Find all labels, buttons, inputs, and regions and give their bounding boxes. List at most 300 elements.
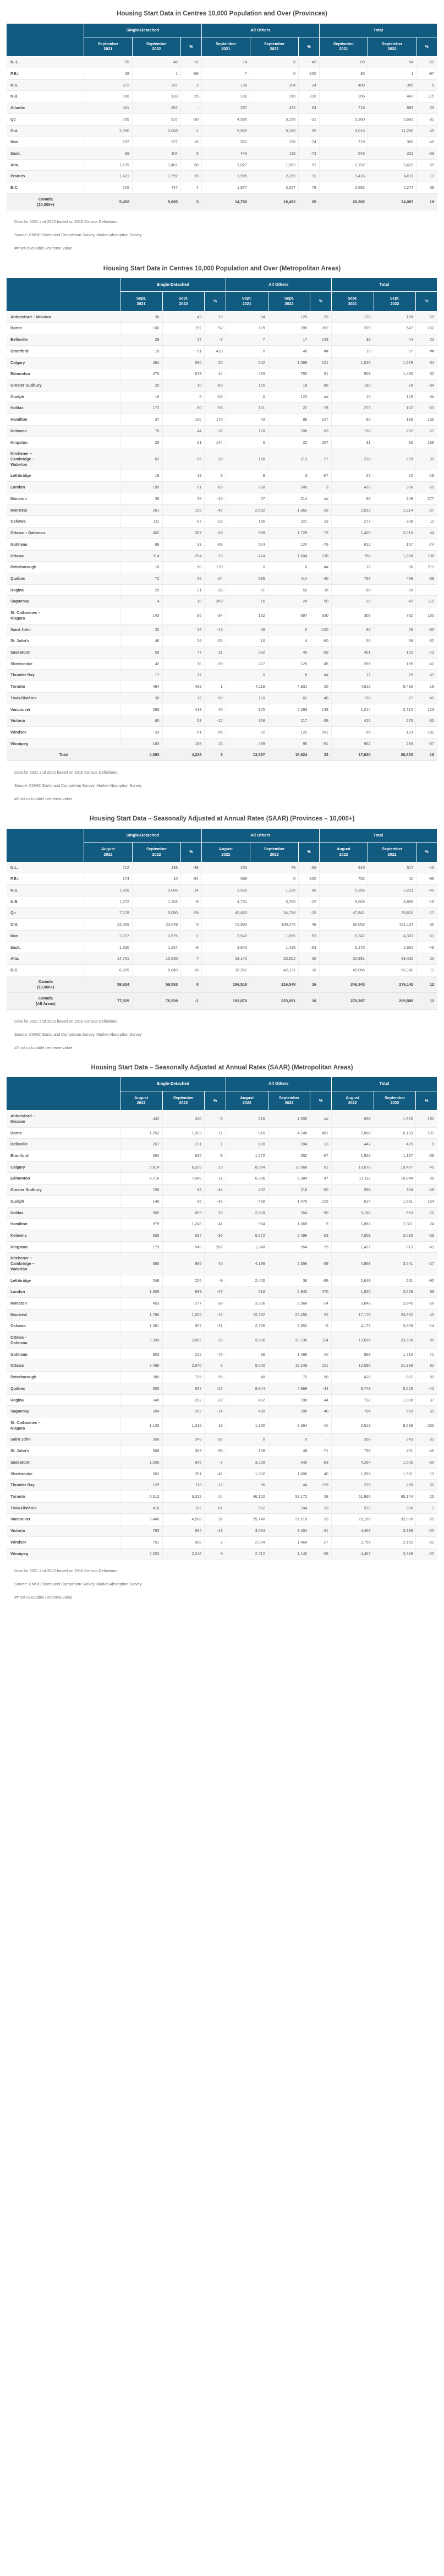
- cell-others-pct: ##: [310, 493, 331, 505]
- cell-total-period-b: 813: [374, 1242, 416, 1253]
- table-row: [7, 1383, 437, 1395]
- cell-single-period-a: 289: [120, 704, 163, 716]
- cell-single-period-a: 16: [120, 392, 163, 403]
- cell-others-period-b: 59: [268, 585, 311, 596]
- cell-single-period-b: 100: [163, 414, 205, 426]
- row-label: Toronto: [7, 1491, 120, 1503]
- cell-single-period-a: 59,824: [84, 976, 133, 993]
- table-row: [7, 1111, 437, 1127]
- cell-others-period-b: 223,051: [250, 993, 299, 1009]
- cell-total-period-b: 21,888: [374, 1360, 416, 1372]
- cell-total-period-a: 9,749: [332, 1383, 374, 1395]
- table-row: [7, 1537, 437, 1548]
- table-row: [7, 57, 437, 68]
- cell-single-pct: -38: [205, 1445, 226, 1457]
- cell-others-period-b: 8: [250, 57, 299, 68]
- cell-total-period-b: 517: [368, 862, 416, 874]
- row-label: Saguenay: [7, 596, 120, 607]
- cell-single-period-a: 1,309: [120, 1286, 163, 1298]
- cell-single-period-b: 50: [163, 562, 205, 573]
- cell-single-period-b: 76,539: [133, 993, 181, 1009]
- cell-total-period-b: 261: [374, 1275, 416, 1287]
- cell-single-period-b: 5,605: [133, 194, 181, 210]
- cell-others-pct: 330: [310, 607, 331, 624]
- row-label: Moncton: [7, 493, 120, 505]
- cell-total-period-b: 23,598: [374, 1332, 416, 1349]
- cell-others-pct: -40: [310, 1406, 331, 1417]
- cell-total-period-b: 129: [374, 392, 416, 403]
- cell-others-pct: 107: [310, 414, 331, 426]
- cell-single-period-b: 292: [163, 1395, 205, 1406]
- table-block-provinces-saar: [0, 805, 444, 1054]
- cell-single-pct: -63: [205, 539, 226, 551]
- cell-single-pct: -19: [205, 551, 226, 562]
- cell-others-pct: 25: [299, 194, 320, 210]
- cell-single-pct: -29: [205, 659, 226, 670]
- header-group-all-others: All Others: [226, 278, 332, 292]
- cell-others-period-b: 0: [268, 624, 311, 636]
- cell-total-period-a: 614: [332, 1196, 374, 1208]
- row-label: Belleville: [7, 334, 120, 346]
- header-single-pct: %: [181, 843, 202, 862]
- row-label: Kelowna: [7, 426, 120, 437]
- cell-others-period-a: 120: [226, 693, 268, 704]
- cell-single-pct: 44: [205, 368, 226, 380]
- cell-others-period-b: 8,364: [268, 1417, 311, 1434]
- cell-total-period-b: 401: [374, 1445, 416, 1457]
- cell-total-period-a: 65: [332, 727, 374, 738]
- cell-others-period-b: 221: [268, 516, 311, 528]
- cell-total-period-b: 38: [374, 635, 416, 647]
- cell-total-period-a: 23,189: [332, 1514, 374, 1525]
- table-row: [7, 1514, 437, 1525]
- table-metro-saar: [7, 1077, 437, 1559]
- table-total-row: [7, 749, 437, 761]
- table-row: [7, 1372, 437, 1383]
- cell-others-period-a: 2,712: [226, 1548, 268, 1560]
- table-header-group-row: [7, 24, 437, 37]
- table-header-group-row: [7, 829, 437, 843]
- cell-single-pct: 15: [205, 738, 226, 750]
- cell-total-period-b: 2,712: [374, 704, 416, 716]
- table-row: [7, 907, 437, 919]
- cell-single-pct: 31: [205, 647, 226, 659]
- cell-others-pct: 148: [310, 704, 331, 716]
- table-row: [7, 1275, 437, 1287]
- cell-single-period-a: 680: [120, 1253, 163, 1275]
- cell-total-period-a: 17: [332, 670, 374, 681]
- cell-single-period-a: 1,272: [84, 896, 133, 908]
- cell-others-pct: 9: [310, 1219, 331, 1230]
- cell-single-pct: 144: [205, 437, 226, 449]
- row-label: Winnipeg: [7, 1548, 120, 1560]
- cell-others-period-b: 34,736: [250, 907, 299, 919]
- cell-others-period-b: 23,602: [250, 953, 299, 965]
- cell-others-pct: 62: [310, 1162, 331, 1173]
- header-others-period-a: August 2022: [226, 1091, 268, 1111]
- cell-total-period-b: 4,011: [368, 171, 416, 182]
- cell-others-pct: 55: [299, 126, 320, 137]
- cell-total-period-b: 2,652: [368, 942, 416, 954]
- header-total-period-a: September 2021: [320, 37, 368, 57]
- cell-others-period-b: 1,962: [268, 505, 311, 517]
- row-label: Trois-Rivières: [7, 1503, 120, 1514]
- cell-total-pct: 18: [416, 681, 437, 693]
- cell-single-pct: -14: [205, 1406, 226, 1417]
- row-label: Qc: [7, 907, 84, 919]
- cell-others-period-a: 168: [226, 448, 268, 470]
- cell-total-pct: -7: [416, 1503, 437, 1514]
- row-label: N.-L.: [7, 57, 84, 68]
- table-row: [7, 357, 437, 369]
- cell-single-pct: 9: [205, 1548, 226, 1560]
- cell-total-period-b: 807: [374, 1372, 416, 1383]
- table-row: [7, 585, 437, 596]
- cell-others-pct: -44: [310, 1383, 331, 1395]
- cell-single-period-b: 4,229: [163, 749, 205, 761]
- cell-single-period-a: 10: [120, 346, 163, 357]
- cell-total-period-a: 20: [332, 596, 374, 607]
- cell-others-period-b: 1,136: [250, 885, 299, 896]
- cell-others-period-b: 264: [268, 1242, 311, 1253]
- cell-others-pct: ##: [310, 346, 331, 357]
- cell-single-period-b: 1,153: [133, 896, 181, 908]
- cell-total-period-a: 80: [332, 624, 374, 636]
- cell-single-period-a: 783: [120, 1525, 163, 1537]
- row-label: N.B.: [7, 91, 84, 102]
- row-label: Ottawa – Gatineau: [7, 528, 120, 539]
- cell-others-pct: -90: [310, 1208, 331, 1219]
- cell-single-pct: -26: [205, 635, 226, 647]
- cell-others-period-b: 1,604: [268, 551, 311, 562]
- table-row: [7, 470, 437, 482]
- table-row: [7, 528, 437, 539]
- cell-single-period-b: 61: [163, 482, 205, 493]
- row-label: Gatineau: [7, 539, 120, 551]
- cell-total-period-b: 1,000: [374, 1395, 416, 1406]
- cell-total-period-b: 1,858: [374, 551, 416, 562]
- cell-single-period-a: 59: [120, 647, 163, 659]
- cell-total-period-a: 612: [332, 539, 374, 551]
- cell-others-period-a: 2,796: [226, 1320, 268, 1332]
- cell-total-period-b: 16,844: [374, 1173, 416, 1184]
- cell-others-period-b: 1,000: [268, 1469, 311, 1480]
- cell-single-period-a: 46: [120, 635, 163, 647]
- cell-single-pct: 4: [181, 182, 202, 194]
- cell-others-period-a: 32: [226, 727, 268, 738]
- cell-total-period-b: 469: [374, 573, 416, 585]
- table-row: [7, 403, 437, 414]
- cell-single-pct: -29: [181, 907, 202, 919]
- cell-total-pct: 286: [416, 1417, 437, 1434]
- cell-total-pct: 50: [416, 1480, 437, 1491]
- cell-total-pct: -22: [416, 1537, 437, 1548]
- cell-others-pct: 40: [310, 1469, 331, 1480]
- cell-total-pct: -43: [416, 1242, 437, 1253]
- table-header-group-row: [7, 278, 437, 292]
- cell-others-pct: 44: [310, 1395, 331, 1406]
- cell-others-pct: -58: [310, 1548, 331, 1560]
- header-total-period-a: Sept. 2021: [332, 292, 374, 311]
- cell-total-pct: -65: [416, 1457, 437, 1469]
- table-row: [7, 715, 437, 727]
- cell-total-period-a: 2,913: [332, 505, 374, 517]
- cell-others-period-b: 1,476: [268, 1196, 311, 1208]
- cell-single-period-b: 86: [163, 448, 205, 470]
- table-row: [7, 1491, 437, 1503]
- cell-single-period-a: 1,786: [120, 1309, 163, 1321]
- cell-total-period-b: 2,015: [374, 528, 416, 539]
- cell-others-period-b: 214: [268, 493, 311, 505]
- cell-single-period-a: 442: [120, 1111, 163, 1127]
- cell-total-pct: -31: [416, 931, 437, 942]
- cell-others-period-b: 1,656: [250, 931, 299, 942]
- row-label: St. Catharines – Niagara: [7, 1417, 120, 1434]
- cell-single-period-b: 34: [163, 635, 205, 647]
- cell-others-period-a: 94: [226, 312, 268, 323]
- cell-single-pct: -27: [205, 1383, 226, 1395]
- cell-others-period-b: 16,624: [268, 749, 311, 761]
- cell-others-pct: 33: [310, 1503, 331, 1514]
- cell-others-period-a: 96: [226, 1480, 268, 1491]
- table-row: [7, 1173, 437, 1184]
- row-label: Ottawa: [7, 551, 120, 562]
- cell-others-period-b: 19,248: [268, 1360, 311, 1372]
- cell-total-period-a: 2,648: [332, 1275, 374, 1287]
- cell-others-pct: -68: [299, 885, 320, 896]
- cell-total-pct: -84: [416, 380, 437, 392]
- cell-single-pct: -24: [205, 573, 226, 585]
- cell-total-period-a: 230: [332, 448, 374, 470]
- cell-others-period-b: 540: [268, 1457, 311, 1469]
- cell-total-period-a: 198: [332, 426, 374, 437]
- header-single-period-b: September 2022: [133, 843, 181, 862]
- cell-others-period-a: 227: [226, 659, 268, 670]
- cell-total-period-a: 4,868: [332, 1253, 374, 1275]
- table-row: [7, 171, 437, 182]
- table-row: [7, 624, 437, 636]
- cell-total-period-a: 3,849: [332, 1298, 374, 1309]
- note-not-calculable: ## not calculable / extreme value: [14, 246, 73, 251]
- cell-others-pct: 143: [310, 334, 331, 346]
- table-row: [7, 1417, 437, 1434]
- cell-others-period-b: 62: [268, 693, 311, 704]
- cell-total-period-b: 250: [374, 1480, 416, 1491]
- row-label: Hamilton: [7, 1219, 120, 1230]
- cell-single-period-b: 1,393: [163, 1128, 205, 1139]
- cell-single-period-b: 597: [163, 1230, 205, 1242]
- cell-total-period-b: 2,114: [374, 505, 416, 517]
- cell-others-period-a: 180: [226, 1139, 268, 1150]
- table-metro-actual: [7, 278, 437, 761]
- cell-single-period-b: 23,049: [133, 919, 181, 931]
- cell-single-period-a: 37: [120, 414, 163, 426]
- cell-total-period-a: 4,467: [332, 1525, 374, 1537]
- header-single-period-a: September 2021: [84, 37, 133, 57]
- cell-others-period-b: 0: [250, 68, 299, 80]
- cell-others-period-b: 17: [268, 334, 311, 346]
- cell-single-period-a: 5,452: [84, 194, 133, 210]
- cell-others-pct: 281: [310, 727, 331, 738]
- cell-others-period-b: 45: [268, 647, 311, 659]
- cell-single-period-a: 163: [120, 738, 163, 750]
- cell-total-period-a: 13,095: [332, 1332, 374, 1349]
- header-single-period-b: Sept. 2022: [163, 292, 205, 311]
- cell-others-pct: 114: [310, 1332, 331, 1349]
- cell-others-pct: -100: [310, 624, 331, 636]
- cell-total-period-a: 6,247: [320, 931, 368, 942]
- cell-others-period-b: 1,464: [268, 1537, 311, 1548]
- cell-single-pct: -69: [205, 482, 226, 493]
- cell-single-period-b: 635: [163, 1150, 205, 1162]
- cell-single-period-b: 33: [163, 539, 205, 551]
- cell-others-period-b: 204: [268, 1139, 311, 1150]
- row-label: Guelph: [7, 1196, 120, 1208]
- table-row: [7, 862, 437, 874]
- table-row: [7, 670, 437, 681]
- cell-total-period-a: 1,214: [332, 704, 374, 716]
- header-single-period-b: September 2022: [163, 1091, 205, 1111]
- cell-single-period-a: 33: [120, 727, 163, 738]
- cell-others-pct: -22: [299, 896, 320, 908]
- cell-single-period-b: 44: [163, 426, 205, 437]
- cell-others-period-b: 42,131: [250, 965, 299, 976]
- cell-others-period-a: 43: [226, 414, 268, 426]
- header-others-pct: %: [310, 292, 331, 311]
- cell-total-period-a: 416: [332, 715, 374, 727]
- cell-total-pct: 277: [416, 493, 437, 505]
- cell-single-period-a: 3,399: [120, 1332, 163, 1349]
- cell-total-period-b: 1,460: [374, 368, 416, 380]
- cell-single-pct: -7: [205, 1537, 226, 1548]
- cell-others-period-a: 433: [226, 368, 268, 380]
- cell-total-period-b: 131,124: [368, 919, 416, 931]
- cell-total-pct: -22: [416, 57, 437, 68]
- table-total-row: [7, 194, 437, 210]
- cell-single-pct: -10: [205, 493, 226, 505]
- cell-total-period-a: 225: [332, 1480, 374, 1491]
- cell-others-period-a: 3,530: [202, 885, 250, 896]
- cell-single-period-a: 100: [120, 323, 163, 334]
- table-row: [7, 1548, 437, 1560]
- cell-total-period-b: 3,423: [368, 160, 416, 171]
- cell-single-period-b: 15,830: [133, 953, 181, 965]
- table-row: [7, 1320, 437, 1332]
- cell-single-period-a: 99: [84, 148, 133, 160]
- cell-single-pct: 5: [181, 148, 202, 160]
- header-single-period-b: September 2022: [133, 37, 181, 57]
- header-others-pct: %: [299, 37, 320, 57]
- table-row: [7, 334, 437, 346]
- cell-others-period-a: 492: [226, 1395, 268, 1406]
- cell-others-period-b: 4: [268, 635, 311, 647]
- cell-single-period-b: 461: [133, 102, 181, 114]
- cell-total-pct: -59: [416, 1230, 437, 1242]
- cell-others-period-a: 7: [202, 68, 250, 80]
- table-row: [7, 1360, 437, 1372]
- row-label: Vancouver: [7, 704, 120, 716]
- table-row: [7, 896, 437, 908]
- cell-others-period-b: 2,652: [268, 1320, 311, 1332]
- cell-total-pct: -20: [416, 1525, 437, 1537]
- row-label: Peterborough: [7, 562, 120, 573]
- cell-others-pct: 101: [310, 357, 331, 369]
- cell-single-period-b: 46: [133, 57, 181, 68]
- row-label: Edmonton: [7, 368, 120, 380]
- cell-total-pct: 160: [416, 607, 437, 624]
- cell-single-pct: -13: [205, 624, 226, 636]
- cell-single-period-a: 248: [120, 1275, 163, 1287]
- cell-total-period-a: 999: [332, 1349, 374, 1361]
- cell-others-period-a: 233: [202, 862, 250, 874]
- cell-single-pct: 3: [181, 80, 202, 91]
- cell-others-pct: -78: [310, 403, 331, 414]
- cell-total-period-b: 3,629: [374, 1286, 416, 1298]
- cell-total-pct: -14: [416, 1320, 437, 1332]
- cell-others-period-a: 38,261: [202, 965, 250, 976]
- cell-total-pct: 36: [416, 919, 437, 931]
- cell-total-period-b: 19,467: [374, 1162, 416, 1173]
- table-notes: [7, 210, 437, 254]
- cell-single-period-a: 358: [120, 1434, 163, 1445]
- cell-single-period-b: 2,862: [163, 1332, 205, 1349]
- header-total-period-b: September 2022: [368, 37, 416, 57]
- cell-single-period-a: 88: [120, 539, 163, 551]
- cell-total-pct: 154: [416, 1196, 437, 1208]
- cell-others-period-a: 4,731: [202, 896, 250, 908]
- cell-single-period-a: 62: [120, 448, 163, 470]
- table-row: [7, 68, 437, 80]
- cell-others-pct: -76: [310, 539, 331, 551]
- table-row: [7, 1139, 437, 1150]
- table-row: [7, 562, 437, 573]
- cell-total-period-a: 903: [332, 368, 374, 380]
- cell-others-period-b: 2,556: [268, 1253, 311, 1275]
- cell-total-pct: 40: [416, 1162, 437, 1173]
- cell-single-period-b: 684: [163, 1525, 205, 1537]
- table-row: [7, 392, 437, 403]
- bottom-spacer: [0, 1604, 444, 1613]
- row-label: Lethbridge: [7, 470, 120, 482]
- cell-single-period-b: 1,506: [163, 1309, 205, 1321]
- table-block-metro-actual: [0, 255, 444, 806]
- cell-single-period-a: 172: [120, 403, 163, 414]
- cell-single-pct: -42: [205, 1196, 226, 1208]
- cell-total-pct: 30: [416, 448, 437, 470]
- cell-others-period-a: 15,392: [226, 1309, 268, 1321]
- cell-single-pct: 25: [181, 91, 202, 102]
- cell-total-pct: -42: [416, 659, 437, 670]
- cell-others-pct: -74: [299, 137, 320, 148]
- row-label: Calgary: [7, 1162, 120, 1173]
- cell-single-pct: -8: [181, 942, 202, 954]
- cell-single-period-b: 657: [163, 1383, 205, 1395]
- row-label: Gatineau: [7, 1349, 120, 1361]
- cell-single-period-b: 420: [163, 1111, 205, 1127]
- cell-total-pct: -49: [416, 137, 437, 148]
- row-label: Atlantic: [7, 102, 84, 114]
- cell-single-period-a: 197: [84, 137, 133, 148]
- cell-total-pct: 59: [416, 182, 437, 194]
- table-row: [7, 1480, 437, 1491]
- row-label: P.E.I.: [7, 68, 84, 80]
- table-row: [7, 551, 437, 562]
- cell-single-period-a: 484: [120, 357, 163, 369]
- cell-total-period-a: 270,397: [320, 993, 368, 1009]
- cell-others-pct: -40: [310, 573, 331, 585]
- cell-single-period-b: 87: [163, 516, 205, 528]
- cell-total-period-a: 32,891: [320, 953, 368, 965]
